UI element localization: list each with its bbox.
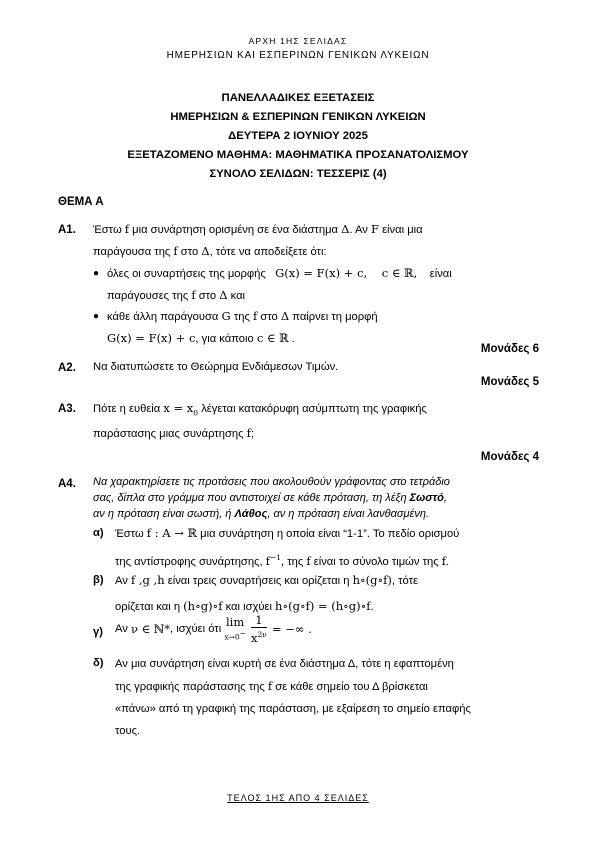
item-label-b: β) <box>93 574 104 586</box>
page-header-sub: ΗΜΕΡΗΣΙΩΝ ΚΑΙ ΕΣΠΕΡΙΝΩΝ ΓΕΝΙΚΩΝ ΛΥΚΕΙΩΝ <box>166 50 430 61</box>
question-number-a1: Α1. <box>58 224 76 236</box>
item-label-d: δ) <box>93 657 104 669</box>
question-a1-text: Έστω f μια συνάρτηση ορισμένη σε ένα διάστημα Δ. Αν F είναι μια παράγουσα της f στο Δ, τότε να αποδείξετε ότι: <box>93 222 423 258</box>
item-label-g: γ) <box>93 626 103 638</box>
marks-a1: Μονάδες 6 <box>480 343 539 355</box>
bullet-icon: ● <box>93 268 100 279</box>
exam-subject: ΕΞΕΤΑΖΟΜΕΝΟ ΜΑΘΗΜΑ: ΜΑΘΗΜΑΤΙΚΑ ΠΡΟΣΑΝΑΤΟΛΙΣΜΟΥ <box>127 149 469 161</box>
theme-heading: ΘΕΜΑ Α <box>58 196 104 208</box>
question-a1-bullet-2: κάθε άλλη παράγουσα G της f στο Δ παίρνει τη μορφή G(x) = F(x) + c, για κάποιο c ∈ ℝ . <box>107 309 378 345</box>
marks-a3: Μονάδες 4 <box>480 451 539 463</box>
exam-title: ΠΑΝΕΛΛΑΔΙΚΕΣ ΕΞΕΤΑΣΕΙΣ <box>221 92 375 104</box>
statement-g: Αν ν ∈ ℕ*, ισχύει ότι lim x→0− $\frac{1}{x^{2\nu}}$ = −∞ . <box>115 613 312 645</box>
exam-date: ΔΕΥΤΕΡΑ 2 ΙΟΥΝΙΟΥ 2025 <box>228 130 368 142</box>
bullet-icon: ● <box>93 311 100 322</box>
marks-a2: Μονάδες 5 <box>480 376 539 388</box>
statement-b: Αν f ,g ,h είναι τρεις συναρτήσεις και ορίζεται η h∘(g∘f), τότε ορίζεται και η (h∘g)∘f και ισχύει h∘(g∘f) = (h∘g)∘f. <box>115 573 418 613</box>
question-a1-bullet-1: όλες οι συναρτήσεις της μορφής G(x) = F(x) + c, c ∈ ℝ, είναι παράγουσες της f στο Δ και <box>107 266 452 302</box>
statement-d: Αν μια συνάρτηση είναι κυρτή σε ένα διάστημα Δ, τότε η εφαπτομένη της γραφικής παράστασης της f σε κάθε σημείο του Δ βρίσκεται «πάνω» από τη γραφική της παράσταση, με εξαίρεση το σημείο επαφής τους. <box>115 658 471 737</box>
question-number-a3: Α3. <box>58 403 76 415</box>
page-footer: ΤΕΛΟΣ 1ΗΣ ΑΠΟ 4 ΣΕΛΙΔΕΣ <box>227 793 369 803</box>
statement-a: Έστω f : A → ℝ μια συνάρτηση η οποία είναι “1-1”. Το πεδίο ορισμού της αντίστροφης συνάρτησης, $f^{-1}$, της f είναι το σύνολο τιμών της f. <box>115 526 460 568</box>
question-number-a4: Α4. <box>58 478 76 490</box>
item-label-a: α) <box>93 527 104 539</box>
page-header-top: ΑΡΧΗ 1ΗΣ ΣΕΛΙΔΑΣ <box>248 36 348 46</box>
question-a3-text: Πότε η ευθεία $x = x_0$ λέγεται κατακόρυφη ασύμπτωτη της γραφικής παράστασης μιας συνάρτησης f; <box>93 401 427 441</box>
exam-page-count: ΣΥΝΟΛΟ ΣΕΛΙΔΩΝ: ΤΕΣΣΕΡΙΣ (4) <box>209 168 387 180</box>
question-number-a2: Α2. <box>58 362 76 374</box>
question-a2-text: Να διατυπώσετε το Θεώρημα Ενδιάμεσων Τιμών. <box>93 361 339 373</box>
question-a4-instructions: Να χαρακτηρίσετε τις προτάσεις που ακολουθούν γράφοντας στο τετράδιο σας, δίπλα στο γράμμα που αντιστοιχεί σε κάθε πρόταση, τη λέξη Σωστό, αν η πρόταση είναι σωστή, ή Λάθος, αν η πρόταση είναι λανθασμένη. <box>93 476 450 520</box>
exam-schools: ΗΜΕΡΗΣΙΩΝ & ΕΣΠΕΡΙΝΩΝ ΓΕΝΙΚΩΝ ΛΥΚΕΙΩΝ <box>170 111 426 123</box>
